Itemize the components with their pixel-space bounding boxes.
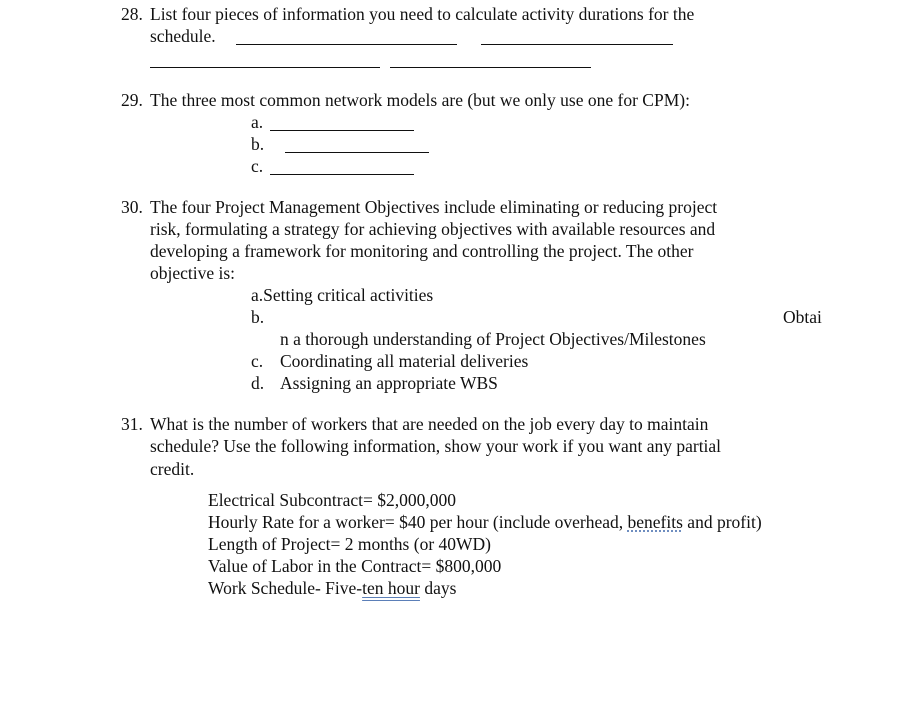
q30-text-line3: developing a framework for monitoring and controlling the project. The other <box>150 241 694 261</box>
q30-option-b-text-part2: n a thorough understanding of Project Objectives/Milestones <box>280 329 706 349</box>
q29-option-c-blank[interactable] <box>270 174 414 175</box>
q31-info-hourly-rate <box>208 511 762 533</box>
q30-text-line4: objective is: <box>150 263 236 283</box>
q31-hourly-grammar-mark: benefits <box>627 512 683 532</box>
q30-text-line2: risk, formulating a strategy for achieving objectives with available resources and <box>150 219 716 239</box>
q31-info-length: Length of Project= 2 months (or 40WD) <box>208 534 492 554</box>
q29-text: The three most common network models are (but we only use one for CPM): <box>150 90 690 110</box>
q30-option-c-text: Coordinating all material deliveries <box>280 351 529 371</box>
q28-text-line2: schedule. <box>150 26 216 46</box>
q31-text-line2: schedule? Use the following information, show your work if you want any partial <box>150 436 722 456</box>
q30-option-d-letter: d. <box>251 373 265 393</box>
q31-hourly-text-post: and profit) <box>682 512 762 532</box>
q31-info-work-schedule <box>208 577 456 599</box>
q30-option-d-text: Assigning an appropriate WBS <box>280 373 498 393</box>
q29-option-b-label: b. <box>251 134 265 154</box>
q31-number: 31. <box>121 414 143 434</box>
q31-schedule-grammar-mark: ten hour <box>362 578 420 598</box>
q31-info-labor-value: Value of Labor in the Contract= $800,000 <box>208 556 502 576</box>
q31-hourly-text-pre: Hourly Rate for a worker= $40 per hour (include overhead, <box>208 512 628 532</box>
q29-option-c-label: c. <box>251 156 264 176</box>
q29-option-a-label: a. <box>251 112 264 132</box>
q28-answer-blank-3[interactable] <box>150 67 380 68</box>
q30-number: 30. <box>121 197 143 217</box>
q28-text-line1: List four pieces of information you need to calculate activity durations for the <box>150 4 695 24</box>
q30-option-a: a.Setting critical activities <box>251 285 434 305</box>
q28-answer-blank-1[interactable] <box>236 44 457 45</box>
q31-schedule-text-pre: Work Schedule- Five- <box>208 578 363 598</box>
q30-option-b-letter: b. <box>251 307 265 327</box>
q30-text-line1: The four Project Management Objectives include eliminating or reducing project <box>150 197 718 217</box>
q31-schedule-text-post: days <box>419 578 457 598</box>
q30-option-b-text-part1: Obtai <box>783 307 822 327</box>
q31-info-electrical: Electrical Subcontract= $2,000,000 <box>208 490 456 510</box>
q28-answer-blank-2[interactable] <box>481 44 673 45</box>
q29-option-b-blank[interactable] <box>285 152 429 153</box>
q30-option-c-letter: c. <box>251 351 264 371</box>
q29-option-a-blank[interactable] <box>270 130 414 131</box>
q31-text-line3: credit. <box>150 459 195 479</box>
q29-number: 29. <box>121 90 143 110</box>
q31-text-line1: What is the number of workers that are needed on the job every day to maintain <box>150 414 709 434</box>
q28-number: 28. <box>121 4 143 24</box>
q28-answer-blank-4[interactable] <box>390 67 591 68</box>
